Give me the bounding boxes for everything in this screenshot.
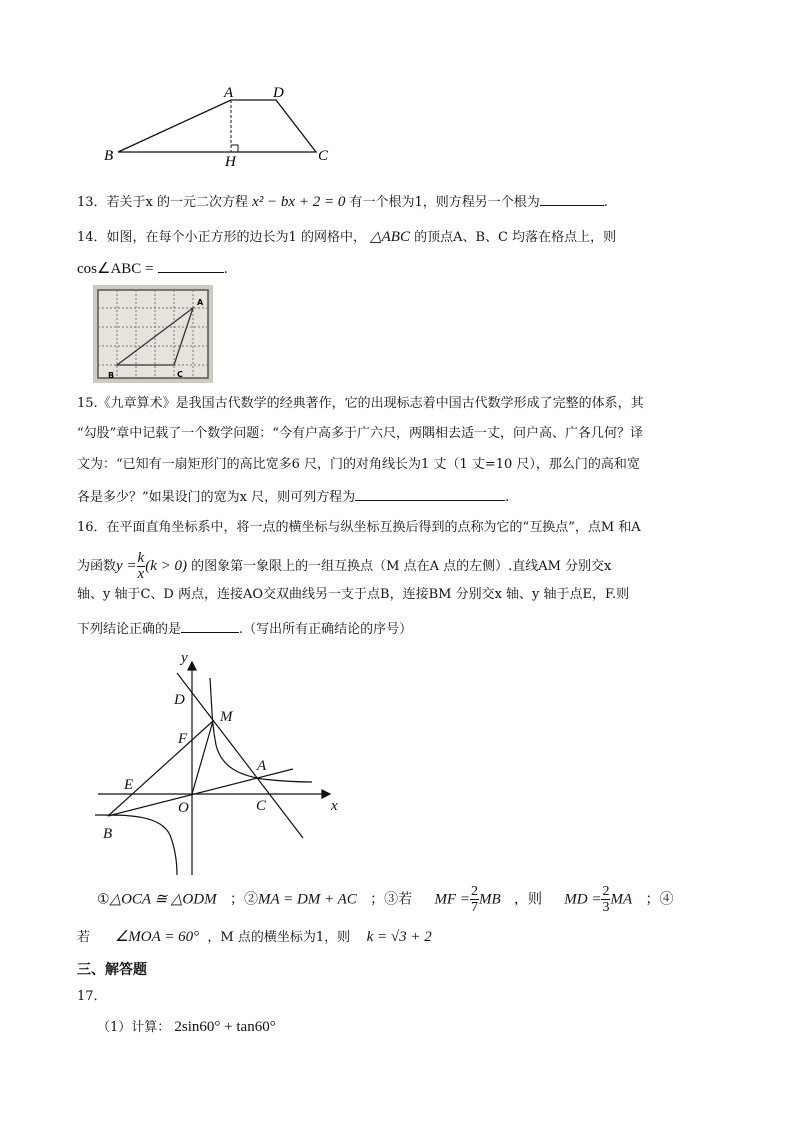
question-15-line3: 文为：“已知有一扇矩形门的高比宽多6 尺，门的对角线长为1 丈（1 丈=10 尺），那么门的高和宽: [77, 457, 640, 472]
question-16-line2: [77, 551, 611, 582]
ma-expression: MA: [610, 891, 633, 908]
answer-blank[interactable]: [181, 619, 239, 633]
denominator: 7: [470, 900, 478, 915]
numerator: 2: [602, 884, 610, 899]
label-E: E: [124, 777, 134, 793]
question-14: [77, 228, 616, 247]
label-H: H: [225, 154, 236, 170]
q-text: 有一个根为1，则方程另一个根为: [345, 195, 540, 210]
label-x: x: [331, 798, 338, 814]
label-O: O: [178, 800, 189, 816]
question-15-line1: 15.《九章算术》是我国古代数学的经典著作，它的出现标志着中国古代数学形成了完整的体系，其: [77, 396, 644, 411]
question-16-line1: 16．在平面直角坐标系中，将一点的横坐标与纵坐标互换后得到的点称为它的“互换点”，点M 和A: [77, 520, 641, 535]
separator: ；: [645, 891, 660, 908]
equation: x² − bx + 2 = 0: [252, 194, 346, 210]
answer-blank[interactable]: [158, 259, 224, 273]
grid-label-C: C: [177, 370, 183, 379]
expression: 2sin60° + tan60°: [174, 1019, 276, 1035]
label-D: D: [273, 85, 284, 101]
q-number: 14．: [77, 230, 107, 245]
q-text: 各是多少？”如果设门的宽为x 尺，则可列方程为: [77, 490, 356, 505]
grid-label-B: B: [108, 371, 115, 380]
question-17: 17．: [77, 989, 107, 1004]
question-15-line2: “勾股”章中记载了一个数学问题：“今有户高多于广六尺，两隅相去适一丈，问户高、广各几何？译: [77, 426, 643, 441]
q-number: 13．: [77, 195, 107, 210]
mb-expression: MB: [478, 891, 501, 908]
mf-expression: MF =: [434, 891, 470, 908]
cos-expression: cos∠ABC =: [77, 261, 154, 277]
part-label: （1）计算：: [97, 1020, 171, 1035]
q-text: 如图，在每个小正方形的边长为1 的网格中，: [106, 230, 371, 245]
if-text: 若: [77, 930, 91, 945]
question-15-line4: [77, 487, 509, 507]
denominator: 3: [602, 900, 610, 915]
q16-options-line2: [77, 928, 432, 947]
numerator: 2: [470, 884, 478, 899]
period: .: [505, 490, 510, 505]
trapezoid-figure: [95, 80, 355, 170]
then-text: ，则: [514, 891, 542, 908]
period: .: [223, 262, 228, 277]
separator: ；: [229, 891, 244, 908]
k-expression: k = √3 + 2: [366, 929, 432, 945]
triangle-symbol: △ABC: [370, 229, 410, 245]
section-title: 三、解答题: [77, 962, 147, 978]
q-text: 若关于x 的一元二次方程: [106, 195, 253, 210]
question-13: [77, 192, 608, 212]
label-D: D: [174, 692, 185, 708]
denominator: x: [137, 566, 145, 582]
question-17-part1: [97, 1018, 276, 1037]
label-C: C: [318, 148, 329, 164]
numerator: k: [137, 550, 145, 566]
q16-options-line1: [97, 884, 674, 915]
label-B: B: [103, 826, 113, 842]
question-16-line3: 轴、y 轴于C、D 两点，连接AO交双曲线另一支于点B，连接BM 分别交x 轴、y 轴于点E，F.则: [77, 587, 630, 602]
angle-expression: ∠MOA = 60°: [114, 929, 200, 945]
period: .: [603, 195, 608, 210]
grid-figure: [93, 285, 213, 383]
option-4-marker: ④: [659, 891, 674, 908]
q-text: 下列结论正确的是: [77, 622, 182, 637]
q-text: 为函数: [77, 559, 117, 574]
condition: (k > 0): [145, 558, 187, 574]
option-2-expression: MA = DM + AC: [257, 891, 357, 908]
option-3-marker: ③若: [384, 891, 413, 908]
label-C: C: [256, 798, 267, 814]
option-1-marker: ①: [97, 891, 110, 908]
separator: ；: [370, 891, 385, 908]
q-text: ，M 点的横坐标为1，则: [207, 930, 351, 945]
option-2-marker: ②: [243, 891, 258, 908]
label-B: B: [104, 148, 114, 164]
q-text: 的图象第一象限上的一组互换点（M 点在A 点的左侧）.直线AM 分别交x: [187, 559, 612, 574]
function-y: y =: [116, 558, 137, 574]
fraction-k-over-x: [137, 551, 146, 582]
answer-blank[interactable]: [540, 192, 604, 206]
q-text: 的顶点A、B、C 均落在格点上，则: [409, 230, 617, 245]
question-14-cont: [77, 259, 228, 279]
grid-label-A: A: [197, 298, 204, 307]
question-16-line4: [77, 619, 412, 639]
answer-blank[interactable]: [355, 487, 505, 501]
fraction-2-7: [470, 884, 479, 915]
label-F: F: [178, 731, 188, 747]
label-A: A: [224, 85, 234, 101]
q-text: .（写出所有正确结论的序号）: [239, 622, 413, 637]
label-y: y: [181, 650, 188, 666]
md-expression: MD =: [564, 891, 602, 908]
option-1-expression: △OCA ≅ △ODM: [109, 891, 217, 908]
label-A: A: [257, 758, 267, 774]
hyperbola-graph: [90, 645, 350, 877]
label-M: M: [220, 709, 233, 725]
